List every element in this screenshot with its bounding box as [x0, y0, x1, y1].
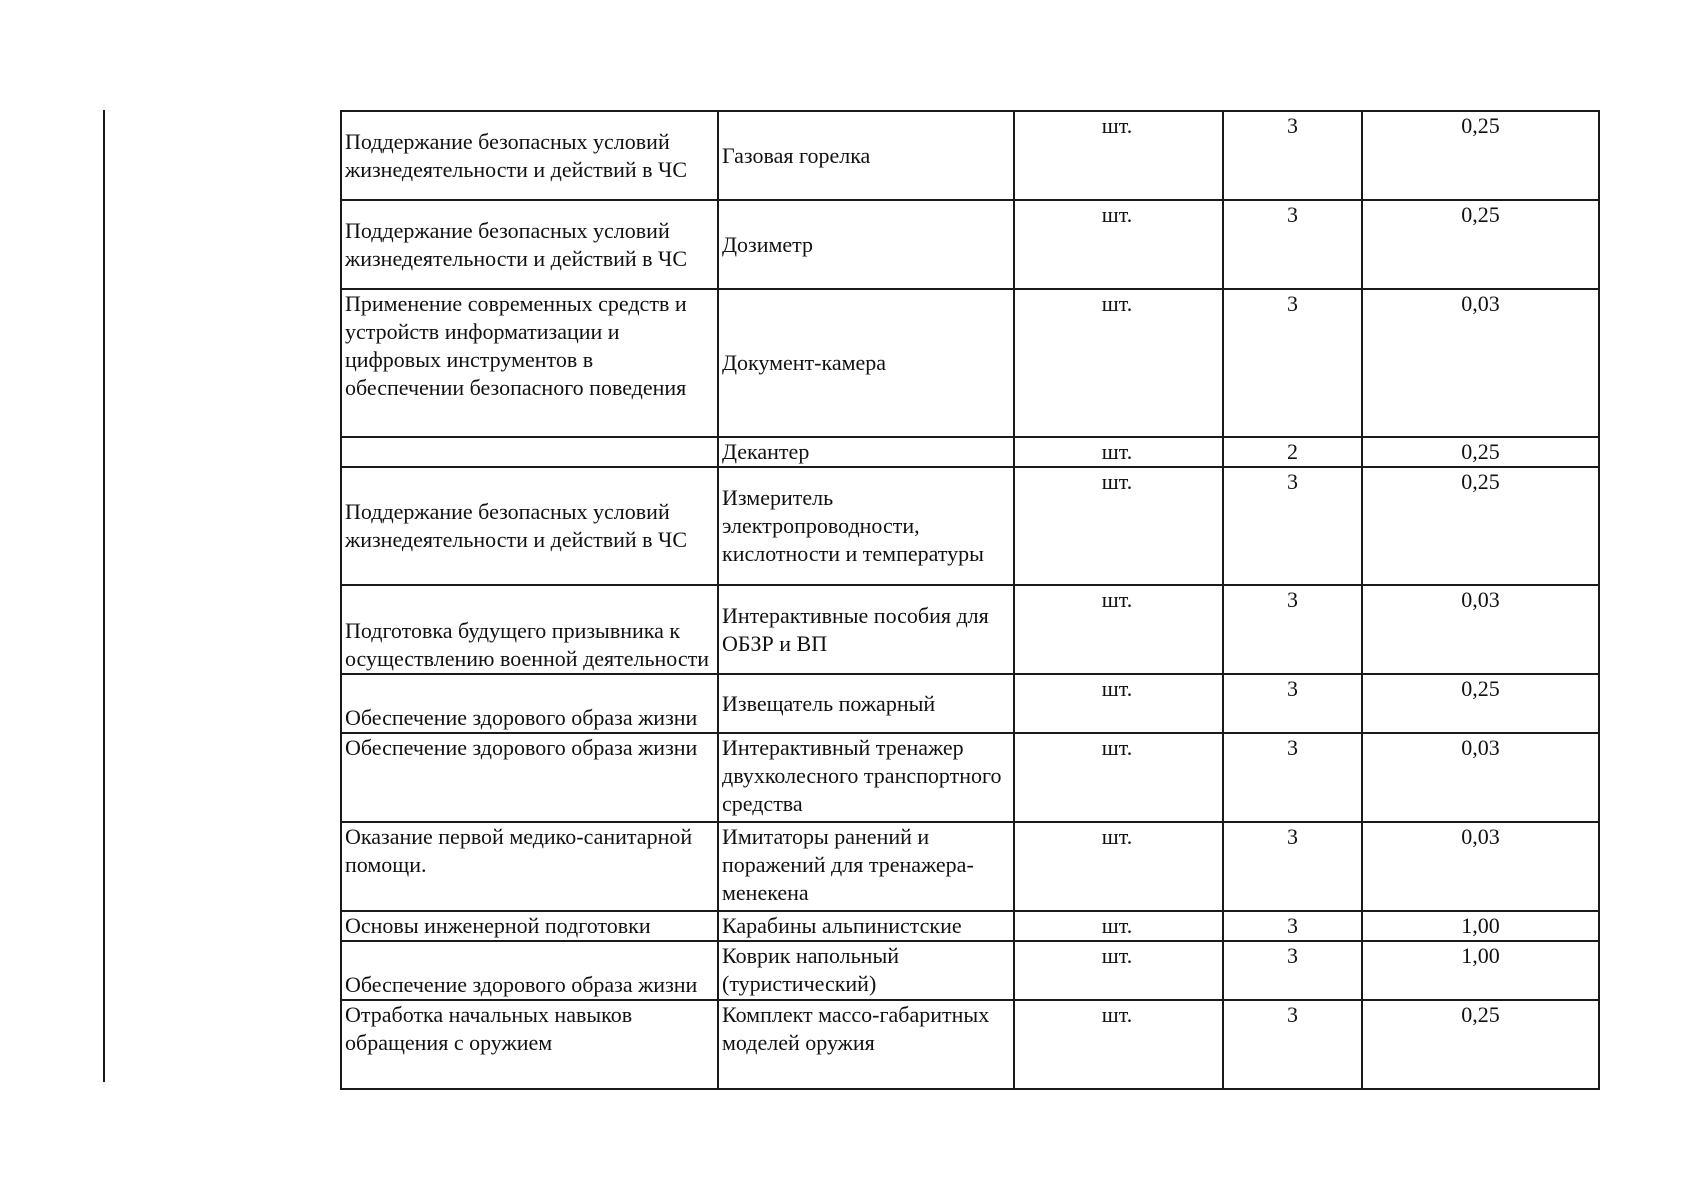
page-margin-line — [103, 110, 105, 1082]
norm-cell: 0,03 — [1362, 585, 1599, 674]
qty-cell: 3 — [1223, 911, 1362, 941]
item-cell: Интерактивные пособия для ОБЗР и ВП — [718, 585, 1014, 674]
section-cell: Поддержание безопасных условий жизнедеятельности и действий в ЧС — [341, 111, 718, 200]
unit-cell: шт. — [1014, 733, 1223, 822]
item-cell: Документ-камера — [718, 289, 1014, 437]
norm-cell: 0,03 — [1362, 289, 1599, 437]
norm-cell: 0,25 — [1362, 111, 1599, 200]
section-cell: Поддержание безопасных условий жизнедеятельности и действий в ЧС — [341, 200, 718, 289]
norm-cell: 0,25 — [1362, 674, 1599, 733]
qty-cell: 3 — [1223, 289, 1362, 437]
norm-cell: 0,03 — [1362, 822, 1599, 911]
unit-cell: шт. — [1014, 911, 1223, 941]
table-row — [341, 911, 1599, 941]
item-cell: Дозиметр — [718, 200, 1014, 289]
item-cell: Комплект массо-габаритных моделей оружия — [718, 1000, 1014, 1089]
unit-cell: шт. — [1014, 941, 1223, 1000]
qty-cell: 3 — [1223, 1000, 1362, 1089]
unit-cell: шт. — [1014, 1000, 1223, 1089]
qty-cell: 3 — [1223, 674, 1362, 733]
norm-cell: 0,03 — [1362, 733, 1599, 822]
unit-cell: шт. — [1014, 200, 1223, 289]
table-row — [341, 733, 1599, 822]
unit-cell: шт. — [1014, 111, 1223, 200]
table-row — [341, 1000, 1599, 1089]
section-cell: Обеспечение здорового образа жизни — [341, 733, 718, 822]
section-cell: Поддержание безопасных условий жизнедеятельности и действий в ЧС — [341, 467, 718, 585]
norm-cell: 0,25 — [1362, 467, 1599, 585]
table-row — [341, 437, 1599, 467]
norm-cell: 1,00 — [1362, 941, 1599, 1000]
table-row — [341, 289, 1599, 437]
table-row — [341, 585, 1599, 674]
table-row — [341, 200, 1599, 289]
unit-cell: шт. — [1014, 467, 1223, 585]
qty-cell: 3 — [1223, 585, 1362, 674]
qty-cell: 3 — [1223, 733, 1362, 822]
unit-cell: шт. — [1014, 437, 1223, 467]
qty-cell: 3 — [1223, 200, 1362, 289]
section-cell: Обеспечение здорового образа жизни — [341, 674, 718, 733]
unit-cell: шт. — [1014, 289, 1223, 437]
unit-cell: шт. — [1014, 674, 1223, 733]
section-cell — [341, 437, 718, 467]
section-cell: Отработка начальных навыков обращения с оружием — [341, 1000, 718, 1089]
item-cell: Измеритель электропроводности, кислотности и температуры — [718, 467, 1014, 585]
norm-cell: 0,25 — [1362, 200, 1599, 289]
item-cell: Газовая горелка — [718, 111, 1014, 200]
table-row — [341, 674, 1599, 733]
section-cell: Оказание первой медико-санитарной помощи. — [341, 822, 718, 911]
qty-cell: 3 — [1223, 941, 1362, 1000]
section-cell: Подготовка будущего призывника к осуществлению военной деятельности — [341, 585, 718, 674]
item-cell: Коврик напольный (туристический) — [718, 941, 1014, 1000]
item-cell: Карабины альпинистские — [718, 911, 1014, 941]
section-cell: Основы инженерной подготовки — [341, 911, 718, 941]
norm-cell: 0,25 — [1362, 1000, 1599, 1089]
norm-cell: 0,25 — [1362, 437, 1599, 467]
table-row — [341, 467, 1599, 585]
unit-cell: шт. — [1014, 585, 1223, 674]
norm-cell: 1,00 — [1362, 911, 1599, 941]
item-cell: Имитаторы ранений и поражений для тренажера-менекена — [718, 822, 1014, 911]
table-row — [341, 822, 1599, 911]
section-cell: Обеспечение здорового образа жизни — [341, 941, 718, 1000]
unit-cell: шт. — [1014, 822, 1223, 911]
qty-cell: 3 — [1223, 111, 1362, 200]
item-cell: Интерактивный тренажер двухколесного транспортного средства — [718, 733, 1014, 822]
section-cell: Применение современных средств и устройств информатизации и цифровых инструментов в обеспечении безопасного поведения — [341, 289, 718, 437]
equipment-table — [340, 110, 1600, 1090]
table-row — [341, 111, 1599, 200]
qty-cell: 3 — [1223, 822, 1362, 911]
table-row — [341, 941, 1599, 1000]
item-cell: Извещатель пожарный — [718, 674, 1014, 733]
item-cell: Декантер — [718, 437, 1014, 467]
qty-cell: 2 — [1223, 437, 1362, 467]
qty-cell: 3 — [1223, 467, 1362, 585]
